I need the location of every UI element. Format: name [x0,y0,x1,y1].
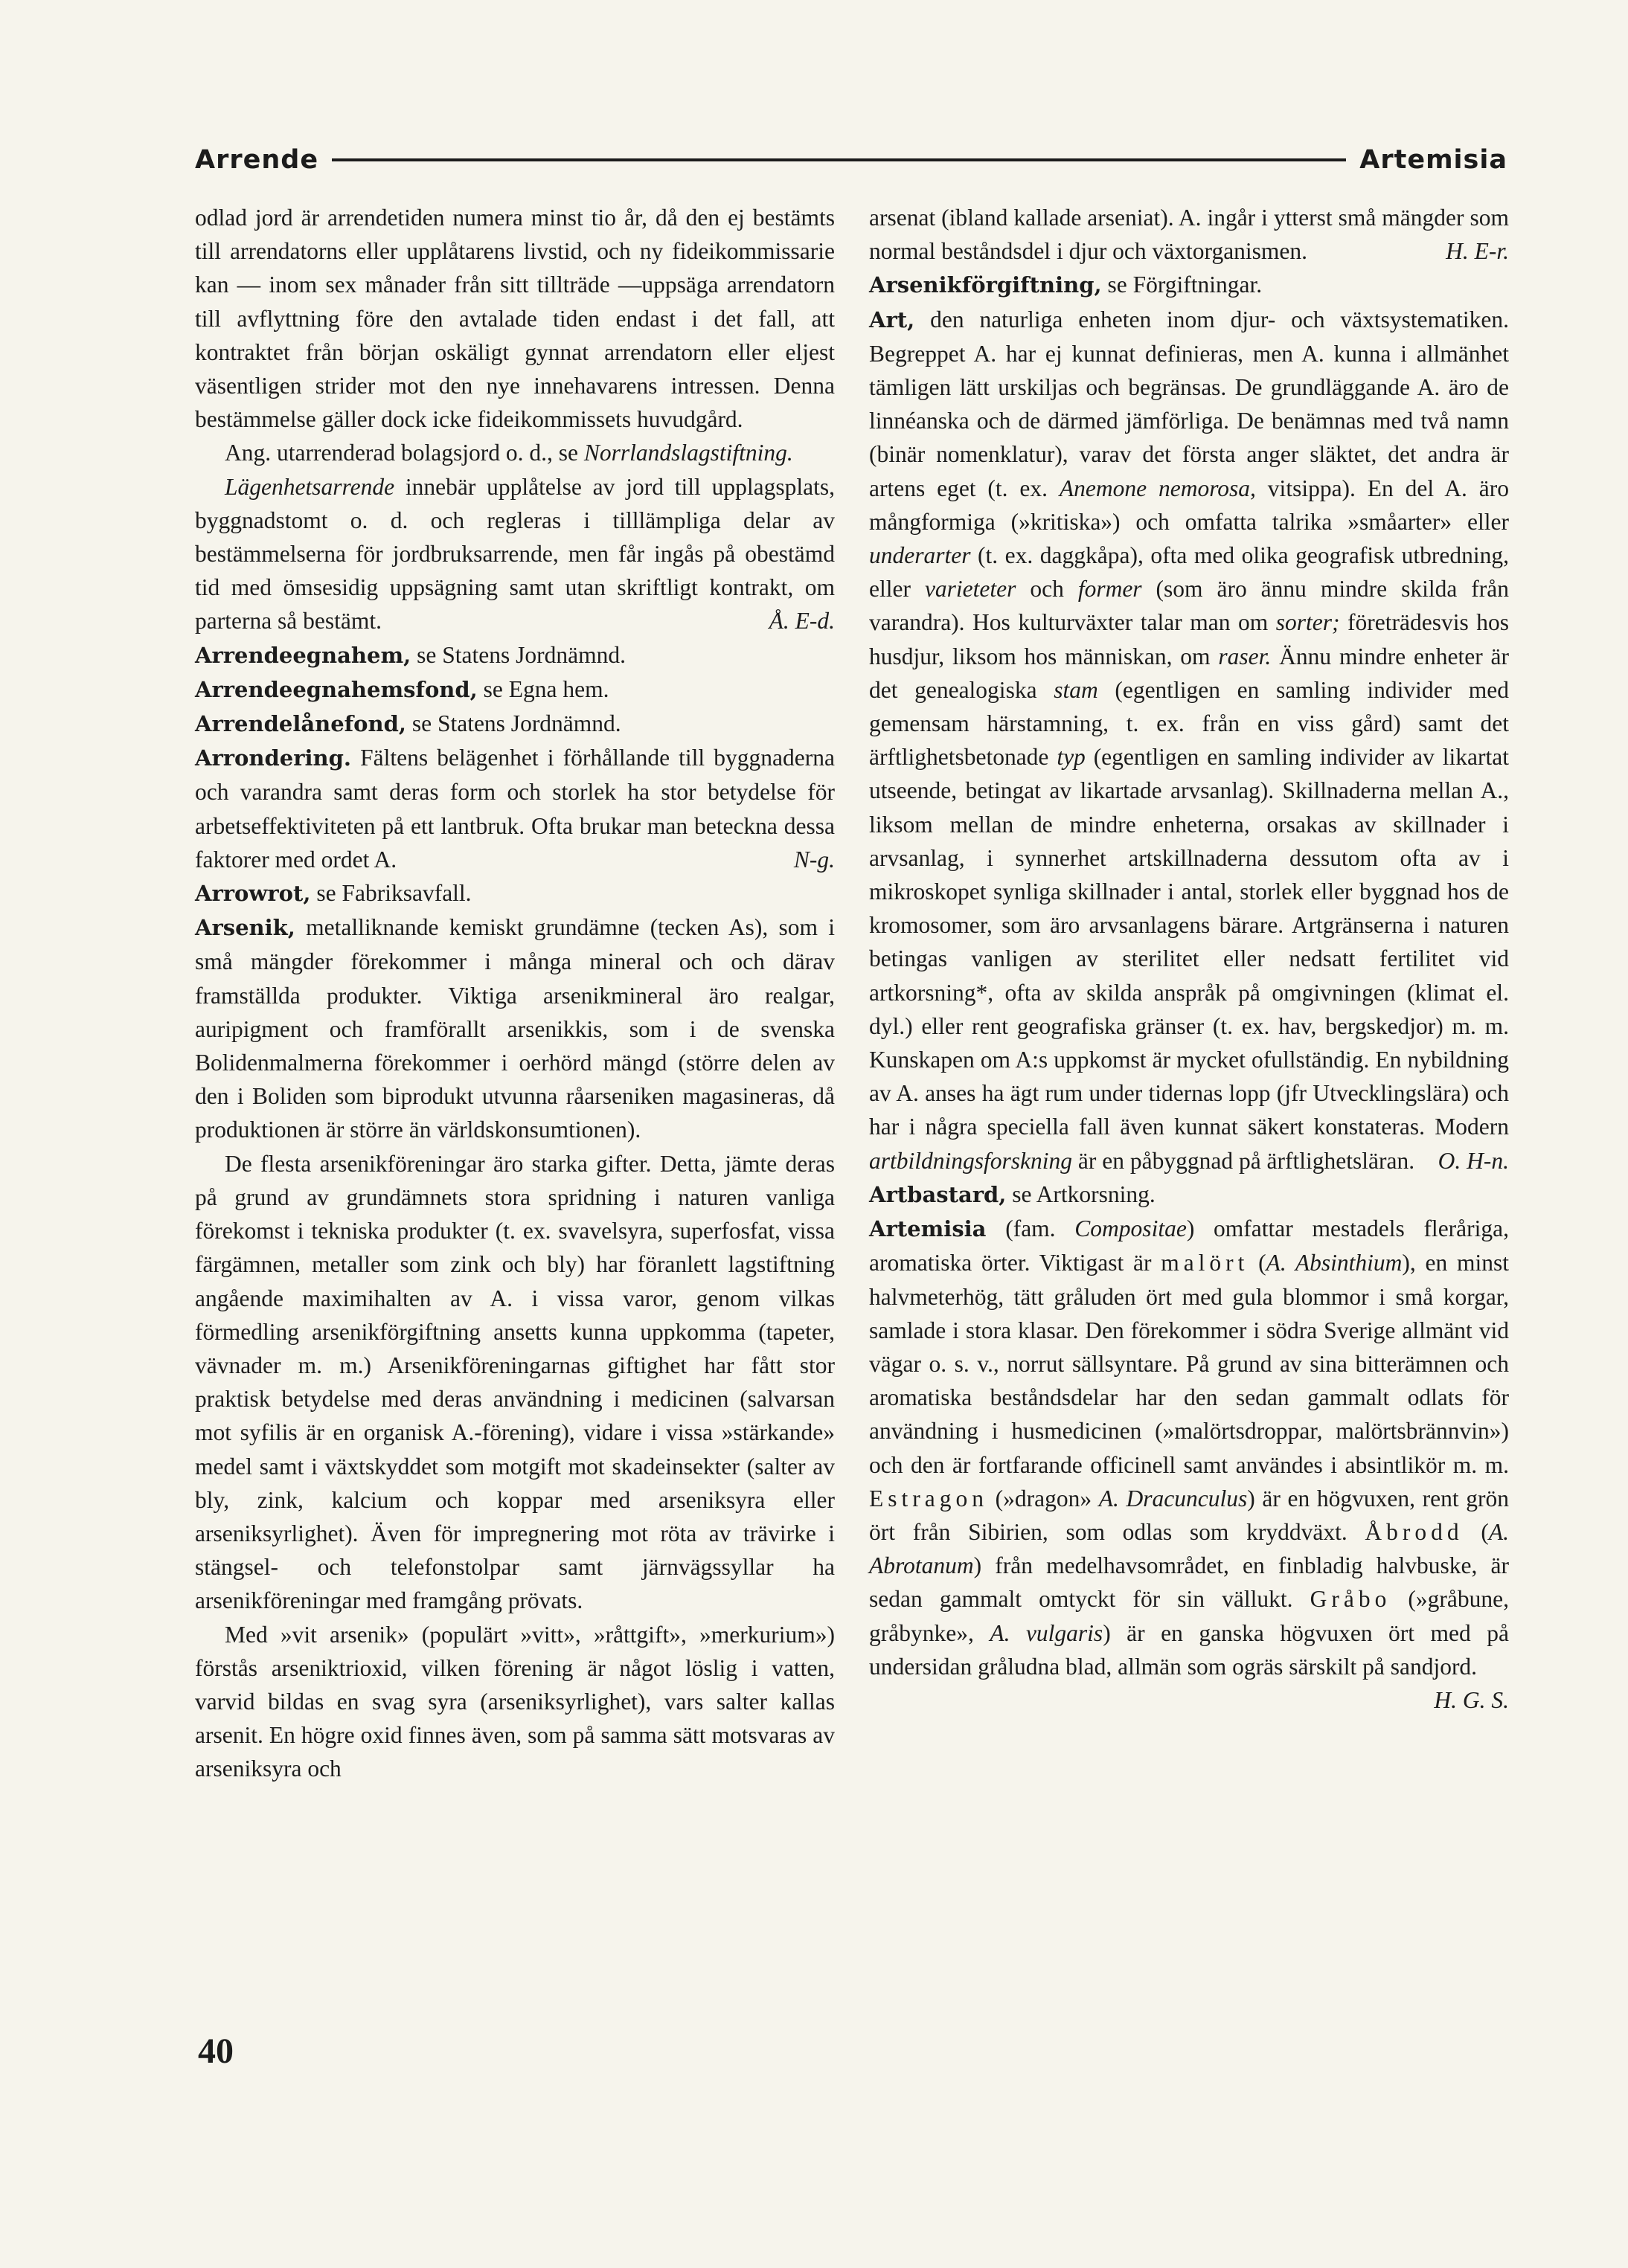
headword: Artbastard, [869,1181,1007,1207]
entry: Arrendeegnahem, se Statens Jordnämnd. [195,641,626,668]
headword: Arrendeegnahemsfond, [195,676,478,702]
entry: Artbastard, se Artkorsning. [869,1180,1156,1207]
running-header [195,141,1507,179]
entry: Art, den naturliga enheten inom djur- och växtsystematiken. Begreppet A. har ej kunnat definieras, men A. kunna i allmänhet tämligen lätt urskiljas och begränsas. De grundläggande A. äro de linnéanska och de därmed jämförliga. De benämnas med två namn (binär nomenklatur), varav det första anger släktet, det andra är artens eget (t. ex. Anemone nemorosa, vitsippa). En del A. äro mångformiga (»kritiska») och omfatta talrika »småarter» eller underarter (t. ex. daggkåpa), ofta med olika geografisk utbredning, eller varieteter och former (som äro ännu mindre skilda från varandra). Hos kulturväxter talar man om sorter; företrädesvis hos husdjur, liksom hos människan, om raser. Ännu mindre enheter är det genealogiska stam (egentligen en samling individer med gemensam härstamning, t. ex. från en viss gård) samt det ärftlighetsbetonade typ (egentligen en samling individer av likartat utseende, betingat av likartade arvsanlag). Skillnaderna mellan A., liksom mellan de mindre enheterna, orsakas av skillnader i arvsanlag, i synnerhet artskillnaderna dessutom ofta av i mikroskopet synliga skillnader i antal, storlek eller byggnad hos de kromosomer, som äro arvsanlagens bärare. Artgränserna i naturen betingas vanligen av sterilitet eller nedsatt fertilitet vid artkorsning*, ofta av skilda anspråk på omgivningen (klimat el. dyl.) eller rent geografiska gränser (t. ex. hav, bergskedjor) m. m. Kunskapen om A:s uppkomst är mycket ofullständig. En nybildning av A. anses ha ägt rum under tidernas lopp (jfr Utvecklingslära) och har i några speciella fall även kunnat säkert konstateras. Modern artbildningsforskning är en påbyggnad på ärftlighetsläran. O. H-n. [869,303,1509,1178]
author-signature: H. G. S. [1434,1686,1509,1713]
entry: Arrondering. Fältens belägenhet i förhållande till byggnaderna och varandra samt deras form och storlek ha stor betydelse för arbetseffektiviteten på ett lantbruk. Ofta brukar man beteckna dessa faktorer med ordet A. N-g. [195,741,835,876]
entry: Arrowrot, se Fabriksavfall. [195,880,472,907]
paragraph: arsenat (ibland kallade arseniat). A. ingår i ytterst små mängder som normal beståndsdel i djur och växtorganismen. H. E-r. [869,201,1509,268]
author-signature: Å. E-d. [769,608,835,635]
headword: Arrowrot, [195,881,311,907]
entry: Artemisia (fam. Compositae) omfattar mestadels fleråriga, aromatiska örter. Viktigast är malört (A. Absinthium), en minst halvmeterhög, tätt gråluden ört med gula blommor i små korgar, samlade i stora klasar. Den förekommer i södra Sverige allmänt vid vägar o. s. v., norrut sällsyntare. På grund av sina bitterämnen och aromatiska beståndsdelar har den sedan gammalt odlats för användning i husmedicinen (»malörtsdroppar, malörtsbrännvin») och den är fortfarande officinell samt användes i absintlikör m. m. Estragon (»dragon» A. Dracunculus) är en högvuxen, rent grön ört från Sibirien, som odlas som kryddväxt. Åbrodd (A. Abrotanum) från medelhavsområdet, en finbladig halvbuske, är sedan gammalt omtyckt för sin vällukt. Gråbo (»gråbune, gråbynke», A. vulgaris) är en ganska högvuxen ört med på undersidan gråludna blad, allmän som ogräs särskilt på sandjord. H. G. S. [869,1212,1509,1683]
author-signature: H. E-r. [1446,238,1509,265]
spaced-term: Åbrodd [1365,1518,1464,1545]
author-signature: O. H-n. [1438,1147,1509,1174]
headword: Arsenikförgiftning, [869,272,1102,298]
spaced-term: malört [1161,1250,1249,1276]
left-column [195,201,835,1786]
entry: Arsenikförgiftning, se Förgiftningar. [869,272,1263,298]
spaced-term: Gråbo [1310,1586,1391,1613]
headword: Art, [869,306,915,333]
headword: Arrondering. [195,745,351,771]
paragraph: Ang. utarrenderad bolagsjord o. d., se Norrlandslagstiftning. [225,440,793,466]
headword: Arrendelånefond, [195,711,406,737]
paragraph: odlad jord är arrendetiden numera minst tio år, då den ej bestämts till arrendatorns eller upplåtarens livstid, och ny fideikommissarie kan — inom sex månader från sitt tillträde —uppsäga arrendatorn till avflyttning före den avtalade tiden endast i det fall, att kontraktet från början oskäligt gynnat arrendatorn eller eljest väsentligen strider mot den nye innehavarens intressen. Denna bestämmelse gäller dock icke fideikommissets huvudgård. [195,205,835,433]
spaced-term: Estragon [869,1485,988,1512]
entry: Arrendelånefond, se Statens Jordnämnd. [195,710,621,737]
page-number: 40 [198,2031,234,2071]
headword: Arsenik, [195,915,295,941]
headword: Artemisia [869,1216,987,1242]
header-right-word: Artemisia [1359,145,1507,175]
author-signature: N-g. [793,846,835,873]
header-left-word: Arrende [195,145,319,175]
cross-reference: Norrlandslagstiftning. [583,440,793,466]
entry: Arrendeegnahemsfond, se Egna hem. [195,675,609,702]
paragraph: Med »vit arsenik» (populärt »vitt», »råttgift», »merkurium») förstås arseniktrioxid, vilken förening är något löslig i vatten, varvid bildas en svag syra (arseniksyrlighet), vars salter kallas arsenit. En högre oxid finnes även, som på samma sätt motsvaras av arseniksyra och [195,1621,835,1782]
entry: Arsenik, metalliknande kemiskt grundämne (tecken As), som i små mängder förekommer i många mineral och och därav framställda produkter. Viktiga arsenikmineral äro realgar, auripigment och framförallt arsenikkis, som i de svenska Bolidenmalmerna förekommer i oerhörd mängd (större delen av den i Boliden som biprodukt utvunna råarseniken magasineras, då produktionen är större än världskonsumtionen). [195,914,835,1143]
term: Lägenhetsarrende [225,473,395,500]
headword: Arrendeegnahem, [195,642,411,668]
paragraph: De flesta arsenikföreningar äro starka gifter. Detta, jämte deras på grund av grundämnets stora spridning i naturen vanliga förekomst i tekniska produkter (t. ex. svavelsyra, superfosfat, vissa färgämnen, metaller som zink och bly) har föranlett lagstiftning angående maximihalten av A. i vissa varor, genom vilkas förmedling arsenikförgiftning ansetts kunna uppkomma (tapeter, vävnader m. m.) Arsenikföreningarnas giftighet har fått stor praktisk betydelse med deras användning i medicinen (salvarsan mot syfilis är en organisk A.-förening), vidare i vissa »stärkande» medel samt i växtskyddet som motgift mot skadeinsekter (salter av bly, zink, kalcium och koppar med arseniksyra eller arseniksyrlighet). Även för impregnering mot röta av trävirke i stängsel- och telefonstolpar samt järnvägssyllar ha arsenikföreningar med framgång prövats. [195,1150,835,1614]
right-column [869,201,1509,1717]
paragraph: Lägenhetsarrende innebär upplåtelse av jord till upplagsplats, byggnadstomt o. d. och regleras i tilllämpliga delar av bestämmelserna för jordbruksarrende, men får ingås på obestämd tid med ömsesidig uppsägning samt utan skriftligt kontrakt, om parterna så bestämt. Å. E-d. [195,470,835,638]
header-rule [332,158,1346,161]
